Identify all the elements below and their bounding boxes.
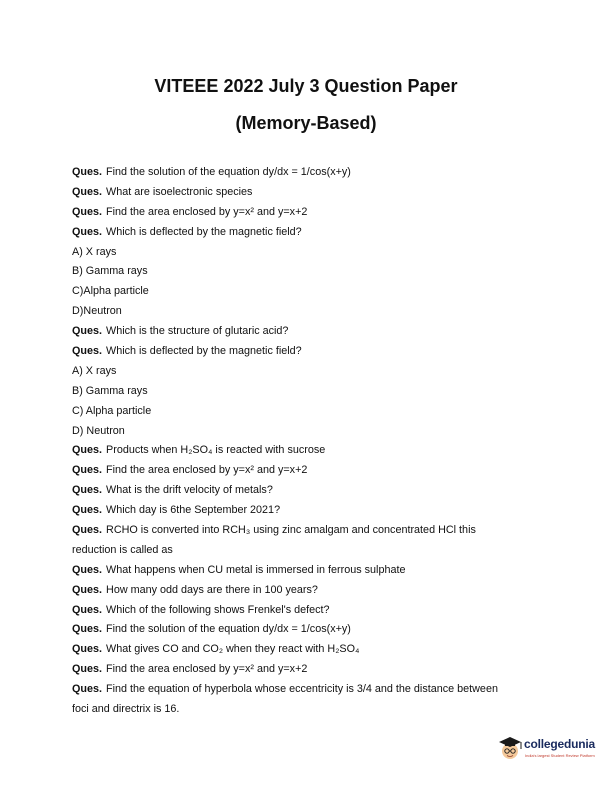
ques-label: Ques.: [72, 563, 103, 576]
line-text: Find the equation of hyperbola whose eccentricity is 3/4 and the distance between: [106, 683, 498, 696]
line-text: A) X rays: [72, 245, 117, 258]
line-text: Find the solution of the equation dy/dx = 1/cos(x+y): [106, 166, 351, 178]
line-text: RCHO is converted into RCH₃ using zinc amalgam and concentrated HCl this: [106, 524, 476, 537]
question-line: [72, 223, 542, 243]
ques-label: Ques.: [72, 345, 103, 358]
line-text: What gives CO and CO₂ when they react with H₂SO₄: [106, 643, 360, 656]
line-text: B) Gamma rays: [72, 384, 148, 397]
line-text: Which of the following shows Frenkel's defect?: [106, 603, 330, 616]
question-line: [72, 521, 542, 541]
ques-label: Ques.: [72, 583, 103, 596]
page-title: VITEEE 2022 July 3 Question Paper: [154, 76, 458, 96]
ques-label: Ques.: [72, 444, 103, 457]
line-text: C)Alpha particle: [72, 285, 149, 298]
line-text: Find the area enclosed by y=x² and y=x+2: [106, 464, 308, 477]
line-text: Products when H₂SO₄ is reacted with sucrose: [106, 444, 326, 457]
line-text: C) Alpha particle: [72, 404, 152, 417]
ques-label: Ques.: [72, 683, 103, 696]
line-text: Find the area enclosed by y=x² and y=x+2: [106, 663, 308, 676]
line-text: foci and directrix is 16.: [72, 703, 180, 716]
option-line: [72, 243, 542, 263]
ques-label: Ques.: [72, 663, 103, 676]
question-line: [72, 680, 542, 700]
question-line: [72, 461, 542, 481]
question-line: [72, 640, 542, 660]
ques-label: Ques.: [72, 225, 103, 238]
continuation-line: [72, 541, 542, 561]
option-line: [72, 362, 542, 382]
line-text: A) X rays: [72, 364, 117, 377]
line-text: What happens when CU metal is immersed in ferrous sulphate: [106, 563, 406, 576]
ques-label: Ques.: [72, 185, 103, 198]
option-line: [72, 402, 542, 422]
graduate-mascot-icon: [496, 734, 526, 764]
line-text: Find the solution of the equation dy/dx = 1/cos(x+y): [106, 623, 351, 636]
option-line: [72, 302, 542, 322]
line-text: How many odd days are there in 100 years?: [106, 583, 318, 596]
question-line: [72, 322, 542, 342]
line-text: B) Gamma rays: [72, 265, 148, 278]
ques-label: Ques.: [72, 504, 103, 517]
question-line: [72, 203, 542, 223]
question-line: [72, 183, 542, 203]
question-line: [72, 581, 542, 601]
ques-label: Ques.: [72, 603, 103, 616]
question-line: [72, 163, 542, 183]
question-line: [72, 501, 542, 521]
line-text: reduction is called as: [72, 543, 173, 556]
line-text: What is the drift velocity of metals?: [106, 484, 273, 497]
ques-label: Ques.: [72, 205, 103, 218]
logo-tagline: India's largest Student Review Platform: [525, 753, 595, 758]
line-text: D) Neutron: [72, 424, 125, 437]
line-text: Which is deflected by the magnetic field?: [106, 225, 302, 238]
question-line: [72, 601, 542, 621]
option-line: [72, 262, 542, 282]
line-text: D)Neutron: [72, 305, 122, 318]
logo-wordmark: collegedunia: [524, 737, 595, 751]
ques-label: Ques.: [72, 484, 103, 497]
question-line: [72, 620, 542, 640]
question-line: [72, 481, 542, 501]
ques-label: Ques.: [72, 524, 103, 537]
collegedunia-logo: [496, 734, 600, 764]
continuation-line: [72, 700, 542, 720]
line-text: Which is deflected by the magnetic field?: [106, 345, 302, 358]
ques-label: Ques.: [72, 643, 103, 656]
question-line: [72, 660, 542, 680]
question-line: [72, 342, 542, 362]
page-subtitle: (Memory-Based): [235, 113, 377, 133]
ques-label: Ques.: [72, 166, 103, 178]
question-line: [72, 561, 542, 581]
option-line: [72, 422, 542, 442]
option-line: [72, 382, 542, 402]
line-text: Which day is 6the September 2021?: [106, 504, 281, 517]
line-text: What are isoelectronic species: [106, 185, 253, 198]
option-line: [72, 282, 542, 302]
question-line: [72, 441, 542, 461]
ques-label: Ques.: [72, 325, 103, 338]
line-text: Find the area enclosed by y=x² and y=x+2: [106, 205, 308, 218]
ques-label: Ques.: [72, 623, 103, 636]
line-text: Which is the structure of glutaric acid?: [106, 325, 289, 338]
question-list: [72, 163, 542, 720]
ques-label: Ques.: [72, 464, 103, 477]
